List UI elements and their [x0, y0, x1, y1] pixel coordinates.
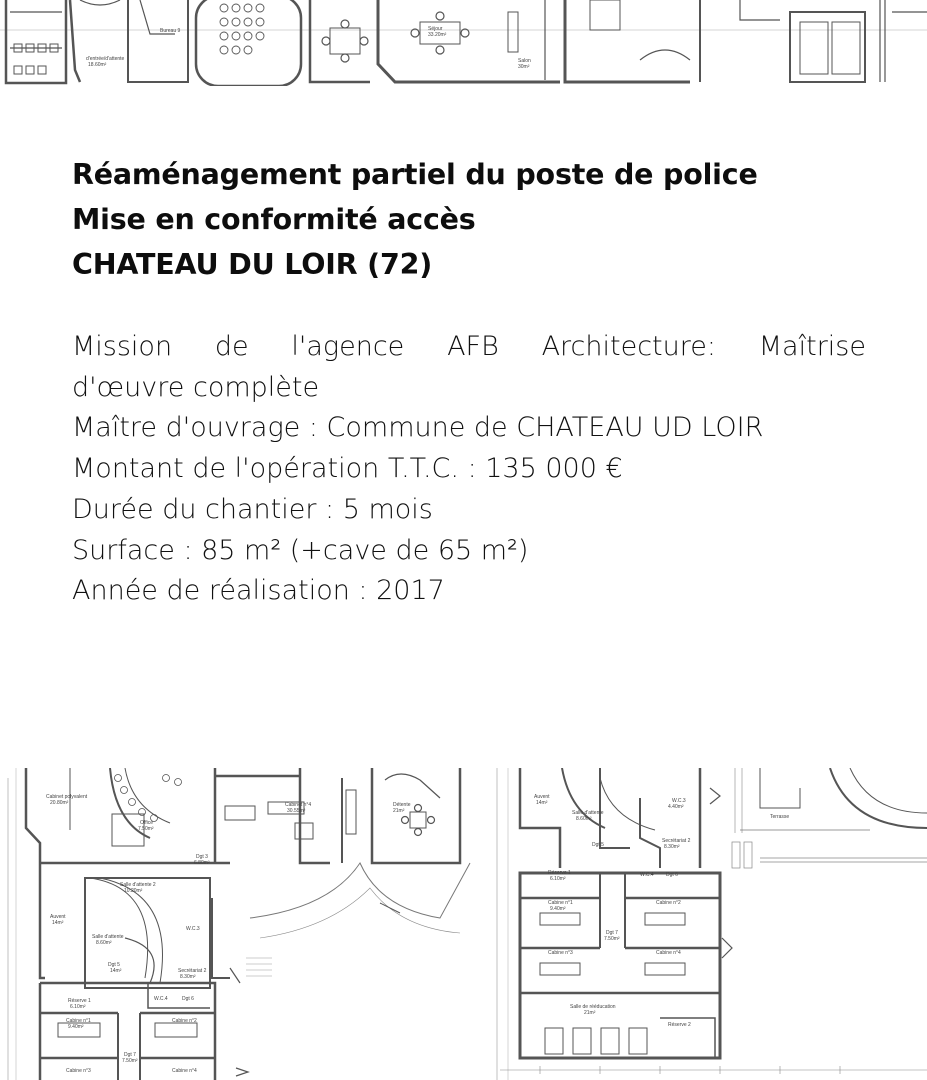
plan-label: Réserve 1: [548, 870, 571, 876]
plan-label: Auvent: [534, 794, 550, 800]
plan-label: Secrétariat 2: [178, 968, 207, 974]
plan-label: 8.30m²: [664, 844, 680, 850]
annee-realisation: Année de réalisation : 2017: [72, 575, 445, 607]
plan-label: Secrétariat 2: [662, 838, 691, 844]
plan-label: W.C.3: [672, 798, 686, 804]
plan-label: Cabine n°4: [656, 950, 681, 956]
plan-label: 7.50m²: [604, 936, 620, 942]
plan-label: Détente: [393, 802, 411, 808]
plan-label: Cabine n°3: [548, 950, 573, 956]
surface: Surface : 85 m² (+cave de 65 m²): [72, 534, 529, 566]
plan-label: 9.40m²: [550, 906, 566, 912]
plan-label: Salon: [518, 58, 531, 64]
plan-label: Auvent: [50, 914, 66, 920]
plan-label: 7.50m²: [138, 826, 154, 832]
plan-label: Réserve 2: [668, 1022, 691, 1028]
plan-label: Salle d'attente: [92, 934, 124, 940]
plan-label: 21m²: [584, 1010, 596, 1016]
plan-label: 6.10m²: [550, 876, 566, 882]
plan-label: Cabine n°4: [172, 1068, 197, 1074]
mission-word: l'agence: [291, 331, 405, 362]
mission-line-1: [72, 327, 866, 368]
title-line-3: CHATEAU DU LOIR (72): [72, 248, 433, 281]
plan-label: d'entrée/d'attente: [86, 56, 125, 62]
plan-label: 33.20m²: [428, 32, 447, 38]
floor-plan-bottom: [0, 768, 927, 1080]
floor-plan-top-drawing: [0, 0, 927, 86]
montant-operation: Montant de l'opération T.T.C. : 135 000 €: [72, 453, 623, 485]
plan-label: 8.60m²: [96, 940, 112, 946]
plan-label: Cabine n°2: [656, 900, 681, 906]
plan-label: 4.40m²: [668, 804, 684, 810]
title-line-1: Réaménagement partiel du poste de police: [72, 158, 758, 191]
plan-label: W.C.4: [640, 872, 654, 878]
plan-label: W.C.4: [154, 996, 168, 1002]
mission-word: Architecture:: [541, 331, 716, 362]
floor-plan-bottom-drawing: [0, 768, 927, 1080]
plan-label: Cabine n°1: [548, 900, 573, 906]
plan-label: Dgt 5: [592, 842, 604, 848]
plan-label: Cabinet polyvalent: [46, 794, 88, 800]
plan-label: Salle de rééducation: [570, 1004, 616, 1010]
plan-label: Terrasse: [770, 814, 790, 820]
plan-label: Cabine n°2: [172, 1018, 197, 1024]
plan-label: 21m²: [393, 808, 405, 814]
plan-label: Cabine n°3: [66, 1068, 91, 1074]
floor-plan-top: [0, 0, 927, 86]
plan-label: Dgt 7: [606, 930, 618, 936]
plan-label: Office: [140, 820, 153, 826]
plan-label: 14m²: [52, 920, 64, 926]
plan-label: 6.10m²: [70, 1004, 86, 1010]
project-title: [72, 152, 872, 287]
plan-label: Séjour: [428, 26, 443, 32]
plan-label: W.C.3: [186, 926, 200, 932]
mission-word: Maîtrise: [758, 331, 866, 362]
plan-label: 6.80m²: [194, 860, 210, 866]
title-line-2: Mise en conformité accès: [72, 203, 476, 236]
plan-label: Cabine n°1: [66, 1018, 91, 1024]
plan-label: Salle d'attente 2: [120, 882, 156, 888]
plan-label: Cabinet n°4: [285, 802, 312, 808]
mission-word: AFB: [447, 331, 499, 362]
mission-word: Mission: [72, 331, 173, 362]
plan-label: Dgt 6: [666, 872, 678, 878]
project-details: [72, 327, 866, 612]
plan-label: Dgt 7: [124, 1052, 136, 1058]
plan-label: 20.80m²: [50, 800, 69, 806]
plan-label: 30m²: [518, 64, 530, 70]
plan-label: 8.30m²: [180, 974, 196, 980]
maitre-ouvrage: Maître d'ouvrage : Commune de CHATEAU UD LOIR: [72, 412, 764, 444]
plan-label: 9.40m²: [68, 1024, 84, 1030]
plan-label: 10.20m²: [124, 888, 143, 894]
mission-word: de: [214, 331, 249, 362]
mission-line-2: d'œuvre complète: [72, 371, 320, 403]
plan-label: 14m²: [110, 968, 122, 974]
plan-label: 30.55m²: [287, 808, 306, 814]
plan-label: Dgt 6: [182, 996, 194, 1002]
plan-label: Dgt 3: [196, 854, 208, 860]
plan-label: 18.60m²: [88, 62, 107, 68]
duree-chantier: Durée du chantier : 5 mois: [72, 493, 433, 525]
plan-label: 14m²: [536, 800, 548, 806]
plan-label: Réserve 1: [68, 998, 91, 1004]
plan-label: 8.60m²: [576, 816, 592, 822]
plan-label: Bureau 9: [160, 28, 181, 34]
plan-label: 7.50m²: [122, 1058, 138, 1064]
plan-label: Dgt 5: [108, 962, 120, 968]
plan-label: Salle d'attente: [572, 810, 604, 816]
